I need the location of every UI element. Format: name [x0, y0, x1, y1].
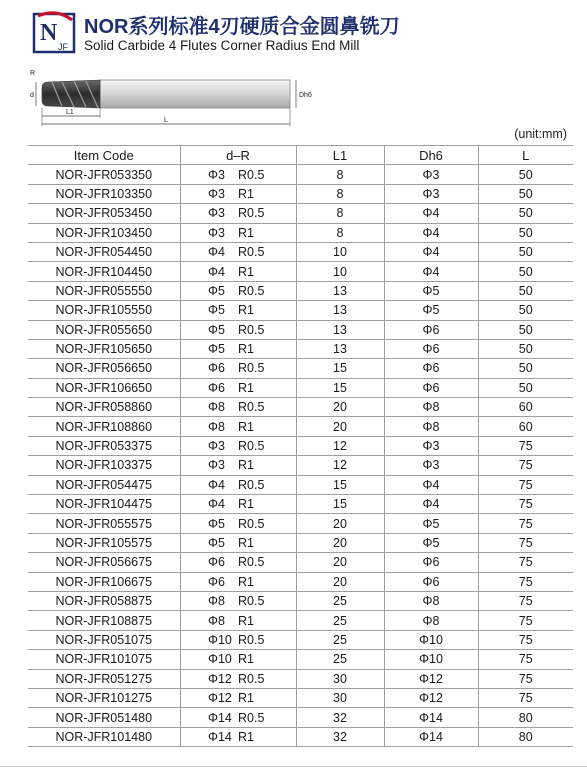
cell-d-r	[180, 572, 296, 591]
cell-l1: 20	[296, 398, 384, 417]
header-d-r: d–R	[180, 146, 296, 165]
table-row	[28, 688, 573, 707]
cell-dh6: Φ3	[384, 184, 478, 203]
svg-text:N: N	[40, 20, 58, 46]
brand-logo-icon	[32, 10, 80, 56]
cell-d-r	[180, 553, 296, 572]
cell-d-r	[180, 398, 296, 417]
cell-item-code: NOR-JFR104475	[28, 495, 180, 514]
cell-d: Φ8	[208, 594, 225, 609]
cell-l: 75	[478, 611, 573, 630]
table-row	[28, 184, 573, 203]
cell-l1: 15	[296, 378, 384, 397]
cell-r: R0.5	[238, 167, 265, 182]
header-item-code: Item Code	[28, 146, 180, 165]
label-r: R	[30, 70, 36, 77]
cell-l: 75	[478, 669, 573, 688]
table-row	[28, 591, 573, 610]
cell-l1: 8	[296, 204, 384, 223]
table-row	[28, 669, 573, 688]
cell-dh6: Φ6	[384, 572, 478, 591]
cell-d: Φ14	[208, 729, 232, 744]
header-l: L	[478, 146, 573, 165]
cell-item-code: NOR-JFR101275	[28, 688, 180, 707]
cell-d: Φ3	[208, 167, 225, 182]
cell-d-r	[180, 688, 296, 707]
cell-r: R0.5	[238, 439, 265, 454]
cell-item-code: NOR-JFR104450	[28, 262, 180, 281]
cell-item-code: NOR-JFR108875	[28, 611, 180, 630]
table-row	[28, 378, 573, 397]
cell-dh6: Φ8	[384, 417, 478, 436]
cell-item-code: NOR-JFR101075	[28, 650, 180, 669]
cell-d: Φ8	[208, 419, 225, 434]
cell-dh6: Φ14	[384, 727, 478, 746]
cell-d: Φ4	[208, 245, 225, 260]
cell-d-r	[180, 708, 296, 727]
cell-d: Φ3	[208, 458, 225, 473]
page-subtitle: Solid Carbide 4 Flutes Corner Radius End Mill	[84, 38, 360, 53]
table-row	[28, 301, 573, 320]
cell-item-code: NOR-JFR103350	[28, 184, 180, 203]
cell-d: Φ12	[208, 691, 232, 706]
table-row	[28, 495, 573, 514]
header-l1: L1	[296, 146, 384, 165]
cell-d-r	[180, 184, 296, 203]
cell-dh6: Φ6	[384, 378, 478, 397]
cell-l: 80	[478, 708, 573, 727]
cell-item-code: NOR-JFR055650	[28, 320, 180, 339]
cell-l: 75	[478, 436, 573, 455]
cell-item-code: NOR-JFR051275	[28, 669, 180, 688]
cell-dh6: Φ12	[384, 669, 478, 688]
cell-d: Φ5	[208, 516, 225, 531]
cell-r: R0.5	[238, 322, 265, 337]
cell-r: R1	[238, 729, 254, 744]
cell-l: 75	[478, 650, 573, 669]
header	[32, 10, 572, 60]
cell-r: R0.5	[238, 361, 265, 376]
table-row	[28, 708, 573, 727]
cell-l1: 30	[296, 669, 384, 688]
cell-item-code: NOR-JFR103375	[28, 456, 180, 475]
table-row	[28, 630, 573, 649]
cell-l1: 13	[296, 281, 384, 300]
cell-d: Φ14	[208, 710, 232, 725]
table-row	[28, 475, 573, 494]
cell-dh6: Φ6	[384, 320, 478, 339]
cell-d: Φ3	[208, 225, 225, 240]
table-row	[28, 611, 573, 630]
table-row	[28, 514, 573, 533]
cell-item-code: NOR-JFR103450	[28, 223, 180, 242]
cell-d-r	[180, 650, 296, 669]
cell-d: Φ6	[208, 361, 225, 376]
cell-l1: 20	[296, 553, 384, 572]
cell-dh6: Φ8	[384, 398, 478, 417]
cell-l: 50	[478, 223, 573, 242]
cell-d-r	[180, 223, 296, 242]
cell-l1: 25	[296, 630, 384, 649]
cell-dh6: Φ4	[384, 475, 478, 494]
page-title: NOR系列标准4刃硬质合金圆鼻铣刀	[84, 16, 400, 38]
cell-dh6: Φ3	[384, 165, 478, 184]
cell-item-code: NOR-JFR105575	[28, 533, 180, 552]
cell-dh6: Φ4	[384, 242, 478, 261]
cell-item-code: NOR-JFR105550	[28, 301, 180, 320]
cell-item-code: NOR-JFR105650	[28, 339, 180, 358]
cell-l1: 15	[296, 475, 384, 494]
cell-l: 50	[478, 320, 573, 339]
cell-l1: 12	[296, 436, 384, 455]
cell-l1: 15	[296, 359, 384, 378]
cell-item-code: NOR-JFR054450	[28, 242, 180, 261]
cell-r: R1	[238, 691, 254, 706]
cell-d-r	[180, 475, 296, 494]
cell-item-code: NOR-JFR054475	[28, 475, 180, 494]
cell-item-code: NOR-JFR055550	[28, 281, 180, 300]
table-row	[28, 262, 573, 281]
cell-item-code: NOR-JFR101480	[28, 727, 180, 746]
cell-d: Φ4	[208, 264, 225, 279]
cell-r: R0.5	[238, 632, 265, 647]
cell-d: Φ3	[208, 186, 225, 201]
cell-dh6: Φ6	[384, 553, 478, 572]
cell-l: 50	[478, 378, 573, 397]
cell-l: 50	[478, 281, 573, 300]
cell-item-code: NOR-JFR051075	[28, 630, 180, 649]
cell-r: R1	[238, 264, 254, 279]
cell-d-r	[180, 514, 296, 533]
cell-d: Φ8	[208, 400, 225, 415]
cell-l: 75	[478, 630, 573, 649]
cell-l: 50	[478, 165, 573, 184]
cell-d: Φ10	[208, 632, 232, 647]
cell-r: R0.5	[238, 555, 265, 570]
cell-l1: 25	[296, 591, 384, 610]
cell-l: 50	[478, 301, 573, 320]
cell-d-r	[180, 630, 296, 649]
cell-l: 75	[478, 533, 573, 552]
cell-item-code: NOR-JFR053350	[28, 165, 180, 184]
table-row	[28, 417, 573, 436]
spec-table	[28, 145, 573, 747]
cell-dh6: Φ5	[384, 301, 478, 320]
cell-d-r	[180, 281, 296, 300]
cell-r: R0.5	[238, 400, 265, 415]
cell-l1: 32	[296, 708, 384, 727]
cell-dh6: Φ4	[384, 495, 478, 514]
cell-l1: 15	[296, 495, 384, 514]
cell-l1: 8	[296, 184, 384, 203]
cell-dh6: Φ5	[384, 281, 478, 300]
cell-l1: 13	[296, 339, 384, 358]
cell-item-code: NOR-JFR051480	[28, 708, 180, 727]
cell-dh6: Φ6	[384, 339, 478, 358]
cell-dh6: Φ10	[384, 630, 478, 649]
cell-dh6: Φ3	[384, 436, 478, 455]
table-row	[28, 281, 573, 300]
label-l1: L1	[66, 109, 74, 116]
label-d: d	[30, 92, 34, 99]
cell-r: R1	[238, 303, 254, 318]
cell-l1: 25	[296, 611, 384, 630]
cell-r: R0.5	[238, 671, 265, 686]
cell-dh6: Φ8	[384, 611, 478, 630]
cell-dh6: Φ14	[384, 708, 478, 727]
cell-r: R0.5	[238, 477, 265, 492]
cell-dh6: Φ8	[384, 591, 478, 610]
cell-l1: 20	[296, 514, 384, 533]
header-dh6: Dh6	[384, 146, 478, 165]
cell-r: R1	[238, 458, 254, 473]
cell-r: R1	[238, 574, 254, 589]
cell-r: R1	[238, 419, 254, 434]
cell-l1: 10	[296, 262, 384, 281]
cell-r: R0.5	[238, 283, 265, 298]
cell-l: 75	[478, 456, 573, 475]
cell-item-code: NOR-JFR053450	[28, 204, 180, 223]
cell-d-r	[180, 611, 296, 630]
table-row	[28, 456, 573, 475]
table-header-row	[28, 146, 573, 165]
cell-item-code: NOR-JFR053375	[28, 436, 180, 455]
cell-l: 75	[478, 553, 573, 572]
cell-l1: 30	[296, 688, 384, 707]
cell-l: 75	[478, 514, 573, 533]
cell-dh6: Φ5	[384, 514, 478, 533]
divider	[0, 766, 587, 767]
cell-r: R1	[238, 342, 254, 357]
cell-item-code: NOR-JFR056650	[28, 359, 180, 378]
cell-dh6: Φ4	[384, 204, 478, 223]
svg-text:JF: JF	[58, 42, 68, 52]
cell-r: R0.5	[238, 710, 265, 725]
cell-d: Φ12	[208, 671, 232, 686]
cell-dh6: Φ5	[384, 533, 478, 552]
cell-d: Φ5	[208, 536, 225, 550]
cell-r: R1	[238, 380, 254, 395]
cell-l1: 12	[296, 456, 384, 475]
table-row	[28, 339, 573, 358]
cell-l: 50	[478, 359, 573, 378]
cell-d-r	[180, 359, 296, 378]
cell-d-r	[180, 320, 296, 339]
cell-item-code: NOR-JFR108860	[28, 417, 180, 436]
cell-dh6: Φ4	[384, 223, 478, 242]
unit-note: (unit:mm)	[514, 127, 567, 141]
cell-d-r	[180, 339, 296, 358]
cell-r: R0.5	[238, 245, 265, 260]
cell-l1: 20	[296, 533, 384, 552]
cell-l: 50	[478, 242, 573, 261]
cell-l1: 13	[296, 301, 384, 320]
cell-l: 75	[478, 495, 573, 514]
cell-d-r	[180, 495, 296, 514]
table-row	[28, 553, 573, 572]
cell-l: 50	[478, 262, 573, 281]
cell-dh6: Φ10	[384, 650, 478, 669]
table-row	[28, 242, 573, 261]
cell-r: R1	[238, 497, 254, 512]
cell-r: R1	[238, 613, 254, 628]
table-row	[28, 320, 573, 339]
cell-d: Φ5	[208, 283, 225, 298]
table-row	[28, 165, 573, 184]
cell-d-r	[180, 378, 296, 397]
cell-r: R1	[238, 225, 254, 240]
cell-d-r	[180, 262, 296, 281]
cell-l1: 8	[296, 223, 384, 242]
cell-l: 75	[478, 591, 573, 610]
cell-l: 50	[478, 184, 573, 203]
label-dh6: Dh6	[299, 92, 312, 99]
cell-d: Φ3	[208, 439, 225, 454]
cell-d: Φ6	[208, 574, 225, 589]
cell-l: 60	[478, 398, 573, 417]
cell-l: 50	[478, 204, 573, 223]
cell-dh6: Φ3	[384, 456, 478, 475]
cell-item-code: NOR-JFR058875	[28, 591, 180, 610]
label-l: L	[164, 117, 168, 124]
cell-d-r	[180, 204, 296, 223]
cell-d: Φ5	[208, 342, 225, 357]
cell-r: R0.5	[238, 594, 265, 609]
table-row	[28, 398, 573, 417]
cell-item-code: NOR-JFR106650	[28, 378, 180, 397]
cell-item-code: NOR-JFR055575	[28, 514, 180, 533]
cell-item-code: NOR-JFR056675	[28, 553, 180, 572]
cell-l: 60	[478, 417, 573, 436]
cell-item-code: NOR-JFR106675	[28, 572, 180, 591]
cell-d-r	[180, 727, 296, 746]
cell-l: 80	[478, 727, 573, 746]
table-row	[28, 359, 573, 378]
cell-d: Φ10	[208, 652, 232, 667]
cell-l1: 20	[296, 572, 384, 591]
cell-dh6: Φ12	[384, 688, 478, 707]
cell-l1: 25	[296, 650, 384, 669]
cell-d-r	[180, 417, 296, 436]
cell-d-r	[180, 669, 296, 688]
cell-d: Φ6	[208, 555, 225, 570]
cell-d: Φ5	[208, 322, 225, 337]
table-row	[28, 436, 573, 455]
cell-r: R1	[238, 186, 254, 201]
table-row	[28, 572, 573, 591]
cell-d-r	[180, 436, 296, 455]
table-row	[28, 533, 573, 552]
cell-dh6: Φ6	[384, 359, 478, 378]
cell-d: Φ4	[208, 477, 225, 492]
cell-d-r	[180, 456, 296, 475]
cell-d: Φ8	[208, 613, 225, 628]
cell-l: 50	[478, 339, 573, 358]
cell-l1: 8	[296, 165, 384, 184]
cell-l1: 20	[296, 417, 384, 436]
cell-d: Φ4	[208, 497, 225, 512]
cell-l: 75	[478, 572, 573, 591]
end-mill-drawing	[28, 66, 318, 128]
table-row	[28, 650, 573, 669]
cell-d: Φ3	[208, 206, 225, 221]
cell-r: R1	[238, 652, 254, 667]
cell-dh6: Φ4	[384, 262, 478, 281]
cell-l: 75	[478, 688, 573, 707]
table-row	[28, 223, 573, 242]
cell-d-r	[180, 301, 296, 320]
cell-l1: 32	[296, 727, 384, 746]
cell-r: R0.5	[238, 206, 265, 221]
cell-d-r	[180, 591, 296, 610]
cell-d: Φ6	[208, 380, 225, 395]
table-row	[28, 204, 573, 223]
cell-l1: 13	[296, 320, 384, 339]
cell-l1: 10	[296, 242, 384, 261]
cell-r: R1	[238, 536, 254, 550]
cell-l: 75	[478, 475, 573, 494]
cell-item-code: NOR-JFR058860	[28, 398, 180, 417]
cell-d-r	[180, 165, 296, 184]
cell-r: R0.5	[238, 516, 265, 531]
cell-d-r	[180, 533, 296, 552]
cell-d-r	[180, 242, 296, 261]
cell-d: Φ5	[208, 303, 225, 318]
table-row	[28, 727, 573, 746]
